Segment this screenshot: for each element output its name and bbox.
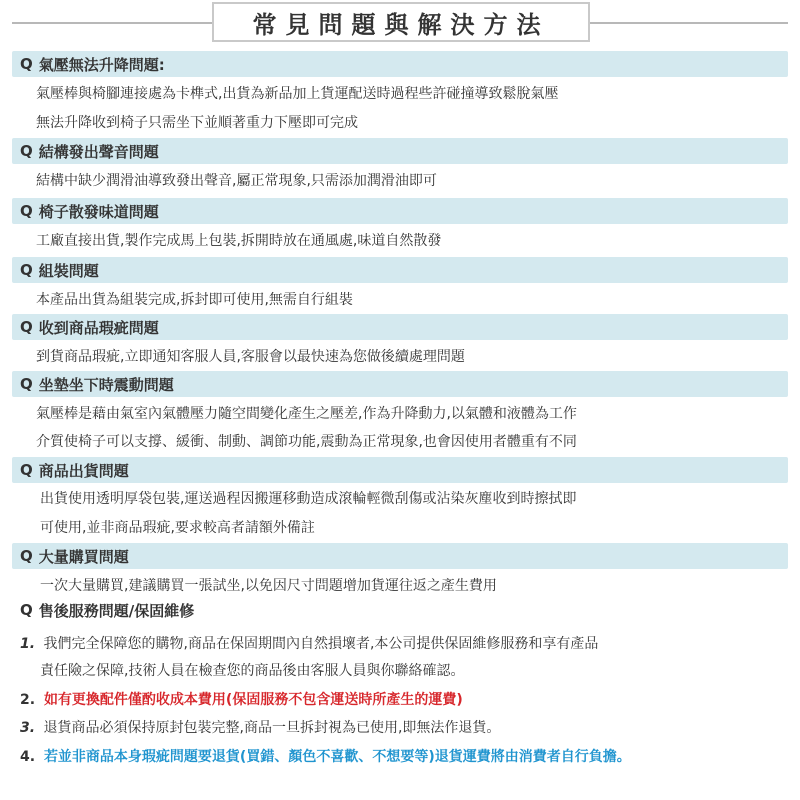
q-marker: Q	[20, 202, 33, 220]
page-title: 常見問題與解決方法	[212, 2, 590, 42]
warranty-item	[20, 633, 598, 653]
q-marker: Q	[20, 461, 33, 479]
faq-answer-line: 工廠直接出貨,製作完成馬上包裝,拆開時放在通風處,味道自然散發	[36, 233, 442, 249]
q-marker: Q	[20, 142, 33, 160]
faq-answer-line: 氣壓棒是藉由氣室內氣體壓力隨空間變化產生之壓差,作為升降動力,以氣體和液體為工作	[36, 406, 577, 422]
faq-answer-line: 無法升降收到椅子只需坐下並順著重力下壓即可完成	[36, 115, 358, 131]
warranty-item-text: 我們完全保障您的購物,商品在保固期間內自然損壞者,本公司提供保固維修服務和享有產品	[43, 636, 599, 652]
warranty-item-continuation: 責任險之保障,技術人員在檢查您的商品後由客服人員與你聯絡確認。	[40, 663, 465, 679]
faq-question-text: 大量購買問題	[38, 547, 129, 566]
faq-question-text: 坐墊坐下時震動問題	[38, 375, 174, 394]
faq-answer-line: 本產品出貨為組裝完成,拆封即可使用,無需自行組裝	[36, 292, 353, 308]
q-marker: Q	[20, 375, 33, 393]
faq-question-text: 收到商品瑕疵問題	[38, 318, 159, 337]
faq-question	[12, 314, 788, 340]
faq-question-text: 商品出貨問題	[38, 461, 129, 480]
faq-answer-line: 到貨商品瑕疵,立即通知客服人員,客服會以最快速為您做後續處理問題	[36, 349, 465, 365]
faq-answer-line: 介質使椅子可以支撐、緩衝、制動、調節功能,震動為正常現象,也會因使用者體重有不同	[36, 434, 577, 450]
warranty-item-text: 如有更換配件僅酌收成本費用(保固服務不包含運送時所產生的運費)	[43, 692, 463, 708]
header	[0, 0, 800, 44]
faq-answer-line: 一次大量購買,建議購買一張試坐,以免因尺寸問題增加貨運往返之產生費用	[40, 578, 497, 594]
faq-answer-line: 結構中缺少潤滑油導致發出聲音,屬正常現象,只需添加潤滑油即可	[36, 173, 437, 189]
warranty-item-text: 若並非商品本身瑕疵問題要退貨(買錯、顏色不喜歡、不想要等)退貨運費將由消費者自行負擔。	[43, 749, 631, 765]
title-divider-left	[12, 22, 212, 24]
q-marker: Q	[20, 318, 33, 336]
warranty-item	[20, 746, 631, 766]
faq-question	[12, 198, 788, 224]
faq-question	[12, 457, 788, 483]
faq-question	[12, 51, 788, 77]
faq-question	[12, 371, 788, 397]
q-marker: Q	[20, 547, 33, 565]
warranty-item	[20, 689, 463, 709]
faq-question-text: 椅子散發味道問題	[38, 202, 159, 221]
faq-question-text: 結構發出聲音問題	[38, 142, 159, 161]
faq-answer-line: 氣壓棒與椅腳連接處為卡榫式,出貨為新品加上貨運配送時過程些許碰撞導致鬆脫氣壓	[36, 86, 559, 102]
warranty-item-text: 退貨商品必須保持原封包裝完整,商品一旦拆封視為已使用,即無法作退貨。	[43, 720, 501, 736]
q-marker: Q	[20, 261, 33, 279]
faq-question-text: 組裝問題	[38, 261, 99, 280]
warranty-item-number: 2.	[20, 692, 36, 708]
warranty-item-number: 4.	[20, 749, 36, 765]
warranty-item-number: 1.	[20, 636, 36, 652]
faq-question	[12, 138, 788, 164]
warranty-question	[12, 597, 788, 623]
warranty-item	[20, 717, 500, 737]
faq-question-text: 氣壓無法升降問題:	[38, 55, 165, 74]
faq-question	[12, 257, 788, 283]
q-marker: Q	[20, 55, 33, 73]
warranty-question-text: 售後服務問題/保固維修	[38, 601, 195, 620]
warranty-item-number: 3.	[20, 720, 36, 736]
faq-question	[12, 543, 788, 569]
faq-answer-line: 可使用,並非商品瑕疵,要求較高者請額外備註	[40, 520, 315, 536]
title-divider-right	[590, 22, 788, 24]
faq-answer-line: 出貨使用透明厚袋包裝,運送過程因搬運移動造成滾輪輕微刮傷或沾染灰塵收到時擦拭即	[40, 491, 577, 507]
q-marker: Q	[20, 601, 33, 619]
